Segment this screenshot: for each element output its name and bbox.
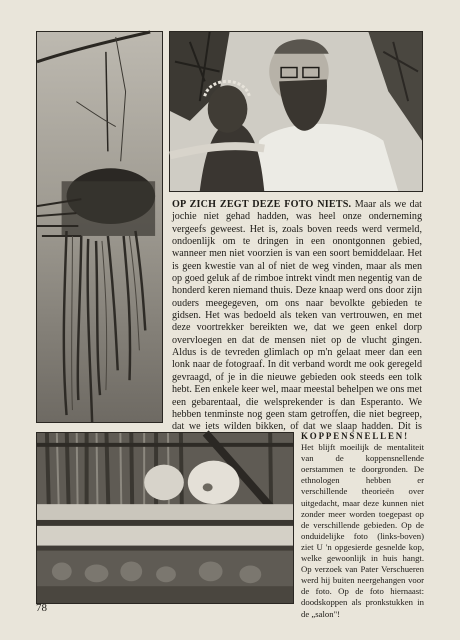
photo-skulls-on-shelf [36,432,294,604]
photo-hanging-head-ornament [36,31,163,423]
page-number: 78 [36,602,47,614]
sidebar-article [301,431,424,619]
article-text [172,199,422,433]
photo-missionary-with-boy [169,31,423,192]
sidebar-heading: KOPPENSNELLEN! [301,431,409,441]
sidebar-body: Het blijft moeilijk de mentaliteit van de koppensnellende oerstammen te doorgronden. De ethnologen hebben er verschillende theorieën over uitgedacht, maar deze kunnen niet zonder meer worden toegepast op de verschillende gebieden. Op de onduidelijke foto (links-boven) ziet U 'n opgesierde gesnelde kop, welke gewoonlijk in huis hangt. Op verzoek van Pater Verschueren werd hij buiten neergehangen voor de foto. Op de foto hiernaast: doodskoppen als pronkstukken in de „salon"! [301,442,424,619]
article-lead: OP ZICH ZEGT DEZE FOTO NIETS. [172,199,352,210]
article-body: Maar als we dat jochie niet gehad hadden, was heel onze onderneming vergeefs geweest. Het is, zoals boven reeds werd vermeld, ondoenlijk om te dringen in een onontgonnen gebied, wanneer men niet voorzien is van een soort bemiddelaar. Het is geen kwestie van al of niet de weg vinden, maar als men op goed geluk af de rimboe intrekt vindt men negentig van de honderd keren niemand thuis. Deze knaap werd ons door zijn ouders meegegeven, om ons naar bevolkte gebieden te gidsen. Het was bedoeld als teken van vertrouwen, en met deze voortrekker bereikten we, dat we geen enkel dorp overvloegen en dat de mensen niet op de vlucht gingen. Aldus is de tevreden glimlach op m'n gelaat meer dan een lonk naar de fotograaf. In dit verband wordt me ook geregeld gevraagd, of je in die nieuwe gebieden ook steeds een tolk hebt. Een enkele keer wel, maar meestal behelpen we ons met een gebarentaal, die welsprekender is dan Esperanto. We hebben tenminste nog geen stam getroffen, die niet begreep, dat we iets wilden bikken, of dat we slaap hadden. Dit is [172,199,422,433]
